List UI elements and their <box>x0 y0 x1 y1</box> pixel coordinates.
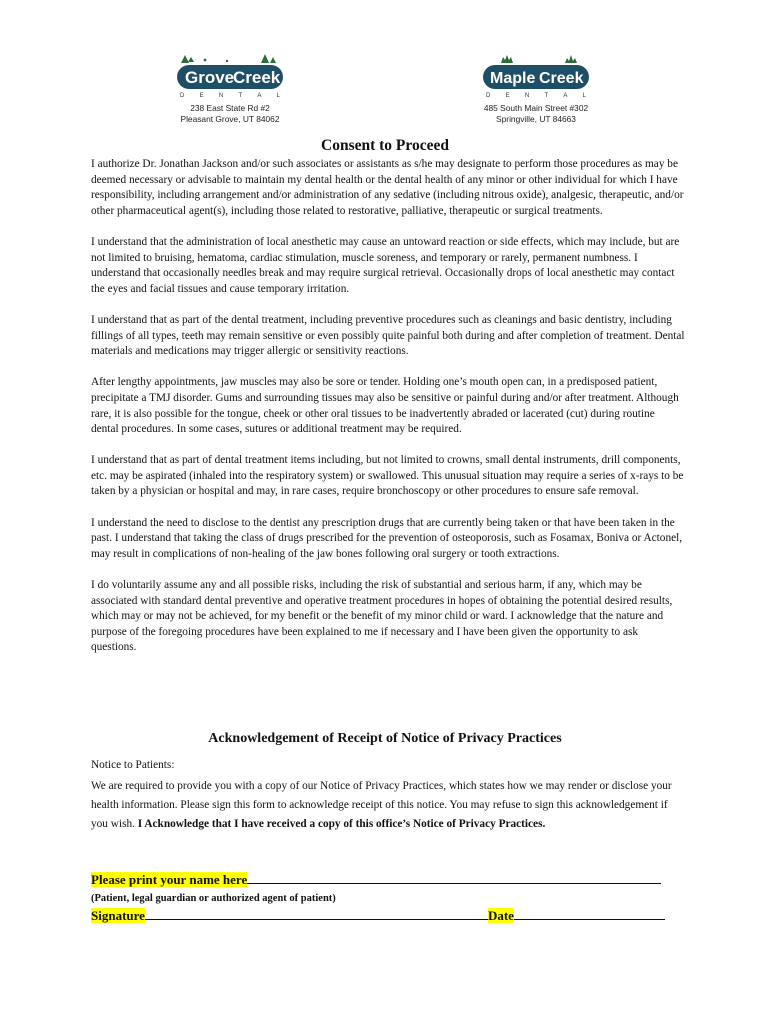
privacy-notice <box>91 756 685 836</box>
maple-creek-logo-mark <box>481 52 591 92</box>
notice-text: We are required to provide you with a copy of our Notice of Privacy Practices, which states how we may render or disclose your health information. Please sign this form to acknowledge receipt of this notice. You may refuse to sign this acknowledgement if you wish. <box>91 780 672 830</box>
notice-paragraph <box>91 777 685 834</box>
grove-creek-logo-mark <box>175 52 285 92</box>
left-address-line2: Pleasant Grove, UT 84062 <box>180 114 280 124</box>
consent-paragraph-1: I authorize Dr. Jonathan Jackson and/or such associates or assistants as s/he may designate to perform those procedures as may be deemed necessary or advisable to maintain my dental health or the dental health of any minor or other individual for which I have responsibility, including arrangement and/or administration of any sedative (including nitrous oxide), analgesic, therapeutic, and/or other pharmaceutical agent(s), including those related to restorative, palliative, therapeutic or surgical treatments. <box>91 158 684 217</box>
notice-label: Notice to Patients: <box>91 759 175 771</box>
date-input-line[interactable] <box>514 907 665 920</box>
consent-paragraph-3: I understand that as part of the dental treatment, including preventive procedures such as cleanings and basic dentistry, including fillings of all types, teeth may remain sensitive or even possibly quite painful both during and after completion of treatment. Dental materials and medications may trigger allergic or sensitivity reactions. <box>91 313 685 358</box>
privacy-title: Acknowledgement of Receipt of Notice of Privacy Practices <box>208 731 562 746</box>
consent-paragraph-2: I understand that the administration of local anesthetic may cause an untoward reaction or side effects, which may include, but are not limited to bruising, hematoma, cardiac stimulation, muscle soreness, and temporary or rarely, permanent numbness. I understand that occasionally needles break and may require surgical retrieval. Occasionally drops of local anesthetic may contact the eyes and facial tissues and cause temporary irritation. <box>91 235 680 295</box>
consent-paragraph-6: I understand the need to disclose to the dentist any prescription drugs that are currently being taken or that have been taken in the past. I understand that taking the class of drugs prescribed for the prevention of osteoporosis, such as Fosamax, Boniva or Actonel, may result in complications of non-healing of the jaw bones following oral surgery or tooth extractions. <box>91 516 683 560</box>
maple-creek-logo <box>476 52 596 125</box>
logo-right-tagline: D E N T A L <box>486 93 586 99</box>
signature-input-line[interactable] <box>145 907 488 920</box>
left-address-line1: 238 East State Rd #2 <box>190 103 270 113</box>
right-address-line2: Springville, UT 84663 <box>496 114 576 124</box>
logo-left-word2: Creek <box>233 68 281 87</box>
logo-right-word2: Creek <box>539 70 584 87</box>
acknowledge-text: I Acknowledge that I have received a copy of this office’s Notice of Privacy Practices. <box>137 818 546 830</box>
logo-right-word1: Maple <box>490 70 536 87</box>
signature-label: Signature <box>91 908 145 923</box>
consent-title: Consent to Proceed <box>321 137 449 154</box>
name-input-line[interactable] <box>247 871 661 884</box>
consent-paragraph-7: I do voluntarily assume any and all possible risks, including the risk of substantial and serious harm, if any, which may be associated with standard dental preventive and operative treatment procedures in hopes of obtaining the potential desired results, which may or may not be achieved, for my benefit or the benefit of my minor child or ward. I acknowledge that the nature and purpose of the foregoing procedures have been explained to me if necessary and I have been given the opportunity to ask questions. <box>91 579 673 654</box>
signature-row <box>91 907 681 924</box>
name-field-row <box>91 871 681 888</box>
right-address-line1: 485 South Main Street #302 <box>483 103 589 113</box>
consent-paragraph-5: I understand that as part of dental treatment items including, but not limited to crowns, small dental instruments, drill components, etc. may be aspirated (inhaled into the respiratory system) or swallowed. This unusual situation may require a series of x-rays to be taken by a physician or hospital and may, in rare cases, require bronchoscopy or other procedures to ensure safe removal. <box>91 454 684 498</box>
guardian-note: (Patient, legal guardian or authorized agent of patient) <box>91 893 336 904</box>
date-label: Date <box>487 908 514 923</box>
consent-paragraph-4: After lengthy appointments, jaw muscles may also be sore or tender. Holding one’s mouth open can, in a predisposed patient, precipitate a TMJ disorder. Gums and surrounding tissues may also be sensitive or painful during and/or after treatment. Although rare, it is also possible for the tongue, cheek or other oral tissues to be inadvertently abraded or lacerated (cut) during routine dental procedures. In some cases, sutures or additional treatment may be required. <box>91 376 679 436</box>
logo-left-word1: Grove <box>185 68 235 87</box>
grove-creek-logo <box>170 52 290 125</box>
logo-left-tagline: D E N T A L <box>180 93 280 99</box>
consent-body <box>91 157 685 672</box>
name-label: Please print your name here <box>91 872 248 887</box>
